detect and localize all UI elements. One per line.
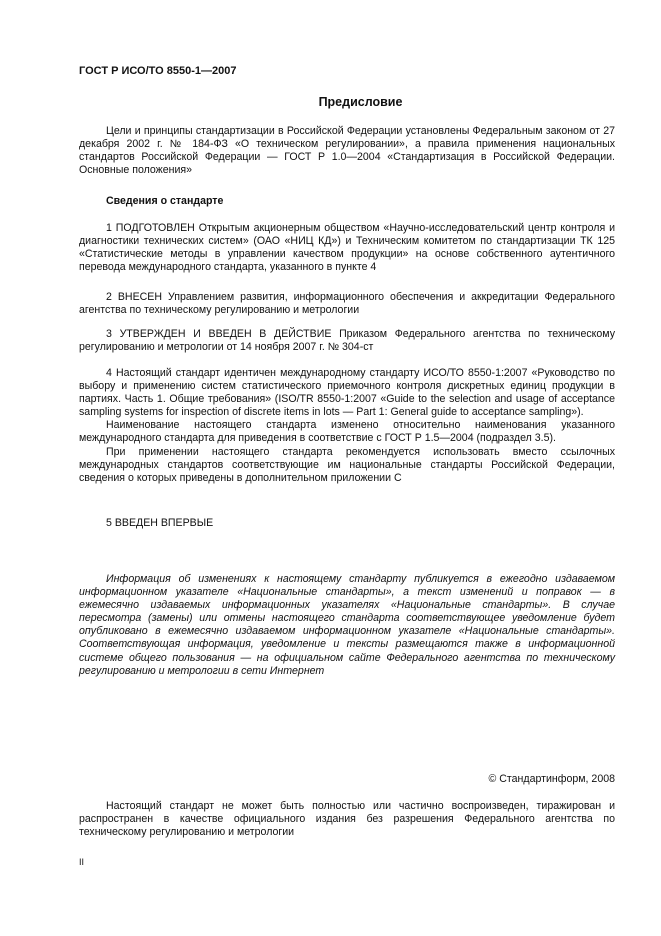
item-5-block	[79, 517, 615, 530]
item-3-paragraph: 3 УТВЕРЖДЕН И ВВЕДЕН В ДЕЙСТВИЕ Приказом Федерального агентства по техническому регулированию и метрологии от 14 ноября 2007 г. № 304-ст	[79, 328, 615, 354]
item-4-block	[79, 367, 615, 485]
item-5-paragraph: 5 ВВЕДЕН ВПЕРВЫЕ	[106, 517, 214, 529]
item-4-reference-paragraph: При применении настоящего стандарта рекомендуется использовать вместо ссылочных международных стандартов соответствующие им национальные стандарты Российской Федерации, сведения о которых приведены в дополнительном приложении С	[79, 445, 615, 484]
item-4-name-change-paragraph: Наименование настоящего стандарта изменено относительно наименования указанного международного стандарта для приведения в соответствие с ГОСТ Р 1.5—2004 (подраздел 3.5).	[79, 419, 615, 445]
document-code-header: ГОСТ Р ИСО/ТО 8550-1—2007	[79, 65, 237, 77]
item-2-paragraph: 2 ВНЕСЕН Управлением развития, информационного обеспечения и аккредитации Федерального агентства по техническому регулированию и метрологии	[79, 291, 615, 317]
item-2-block	[79, 291, 615, 317]
intro-paragraph: Цели и принципы стандартизации в Российской Федерации установлены Федеральным законом от 27 декабря 2002 г. № 184-ФЗ «О техническом регулировании», а правила применения национальных стандартов Российской Федерации — ГОСТ Р 1.0—2004 «Стандартизация в Российской Федерации. Основные положения»	[79, 125, 615, 177]
item-4-paragraph: 4 Настоящий стандарт идентичен международному стандарту ИСО/ТО 8550-1:2007 «Руководство по выбору и применению систем статистического приемочного контроля дискретных единиц продукции в партиях. Часть 1. Общие требования» (ISO/TR 8550-1:2007 «Guide to the selection and usage of acceptance sampling systems for inspection of discrete items in lots — Part 1: General guide to acceptance sampling»).	[79, 367, 615, 419]
copyright-line: © Стандартинформ, 2008	[488, 773, 615, 785]
intro-section	[79, 125, 615, 177]
item-3-block	[79, 328, 615, 354]
page-number: II	[79, 857, 85, 867]
item-1-block	[79, 222, 615, 274]
section-subheading: Сведения о стандарте	[106, 195, 224, 207]
item-1-paragraph: 1 ПОДГОТОВЛЕН Открытым акционерным обществом «Научно-исследовательский центр контроля и диагностики технических систем» (ОАО «НИЦ КД») и Техническим комитетом по стандартизации ТК 125 «Статистические методы в управлении качеством продукции» на основе собственного аутентичного перевода международного стандарта, указанного в пункте 4	[79, 222, 615, 274]
subheading-block	[79, 195, 615, 208]
footer-note-paragraph: Настоящий стандарт не может быть полностью или частично воспроизведен, тиражирован и распространен в качестве официального издания без разрешения Федерального агентства по техническому регулированию и метрологии	[79, 800, 615, 839]
info-notice-block	[79, 573, 615, 678]
footer-note-block	[79, 800, 615, 839]
page-title: Предисловие	[318, 95, 403, 109]
info-notice-paragraph: Информация об изменениях к настоящему стандарту публикуется в ежегодно издаваемом информационном указателе «Национальные стандарты», а текст изменений и поправок — в ежемесячно издаваемых информационных указателях «Национальные стандарты». В случае пересмотра (замены) или отмены настоящего стандарта соответствующее уведомление будет опубликовано в ежемесячно издаваемом информационном указателе «Национальные стандарты». Соответствующая информация, уведомление и тексты размещаются также в информационной системе общего пользования — на официальном сайте Федерального агентства по техническому регулированию и метрологии в сети Интернет	[79, 573, 615, 677]
